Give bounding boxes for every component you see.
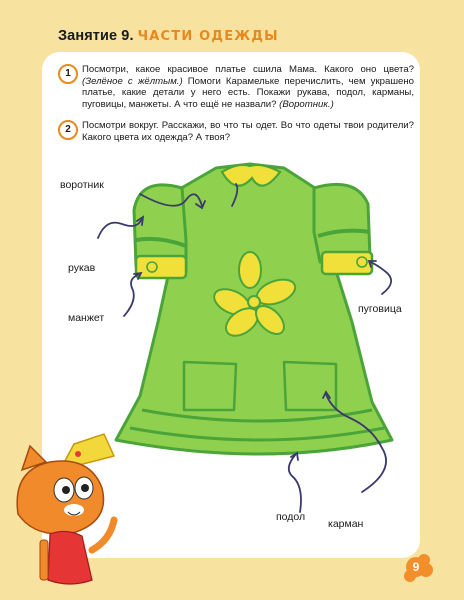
- lesson-topic: ЧАСТИ ОДЕЖДЫ: [137, 29, 279, 44]
- task-1-number: 1: [58, 64, 78, 84]
- label-button: пуговица: [358, 303, 402, 315]
- task-2-number: 2: [58, 120, 78, 140]
- left-pocket: [184, 362, 236, 410]
- task-1-instruction: Помоги Карамельке перечислить, чем украшено платье, какие детали у него есть. Покажи рукава, подол, карманы, пуговицы, манжеты. А что ещё не назвали?: [82, 75, 414, 110]
- task-1-answer-collar: (Воротник.): [279, 98, 334, 110]
- left-cuff: [136, 256, 186, 278]
- left-button-icon: [147, 262, 157, 272]
- hem-pointer: [289, 454, 301, 512]
- label-collar: воротник: [60, 179, 104, 191]
- lesson-number: Занятие 9.: [58, 28, 134, 44]
- cuff-pointer: [124, 274, 140, 316]
- label-hem: подол: [276, 511, 306, 523]
- task-1-answer-hint: (Зелёное с жёлтым.): [82, 75, 183, 87]
- right-sleeve: [314, 184, 370, 262]
- cat-character-icon: [17, 434, 114, 584]
- label-sleeve: рукав: [68, 262, 96, 274]
- label-cuff: манжет: [68, 312, 105, 324]
- label-pocket: карман: [328, 518, 364, 530]
- right-pocket: [284, 362, 336, 410]
- page-number: 9: [412, 560, 420, 574]
- task-2-text: Посмотри вокруг. Расскажи, во что ты одет. Во что одеты твои родители? Какого цвета их одежда? А твоя?: [82, 120, 414, 143]
- task-1-question: Посмотри, какое красивое платье сшила Мама. Какого оно цвета?: [82, 64, 414, 75]
- right-button-icon: [357, 257, 367, 267]
